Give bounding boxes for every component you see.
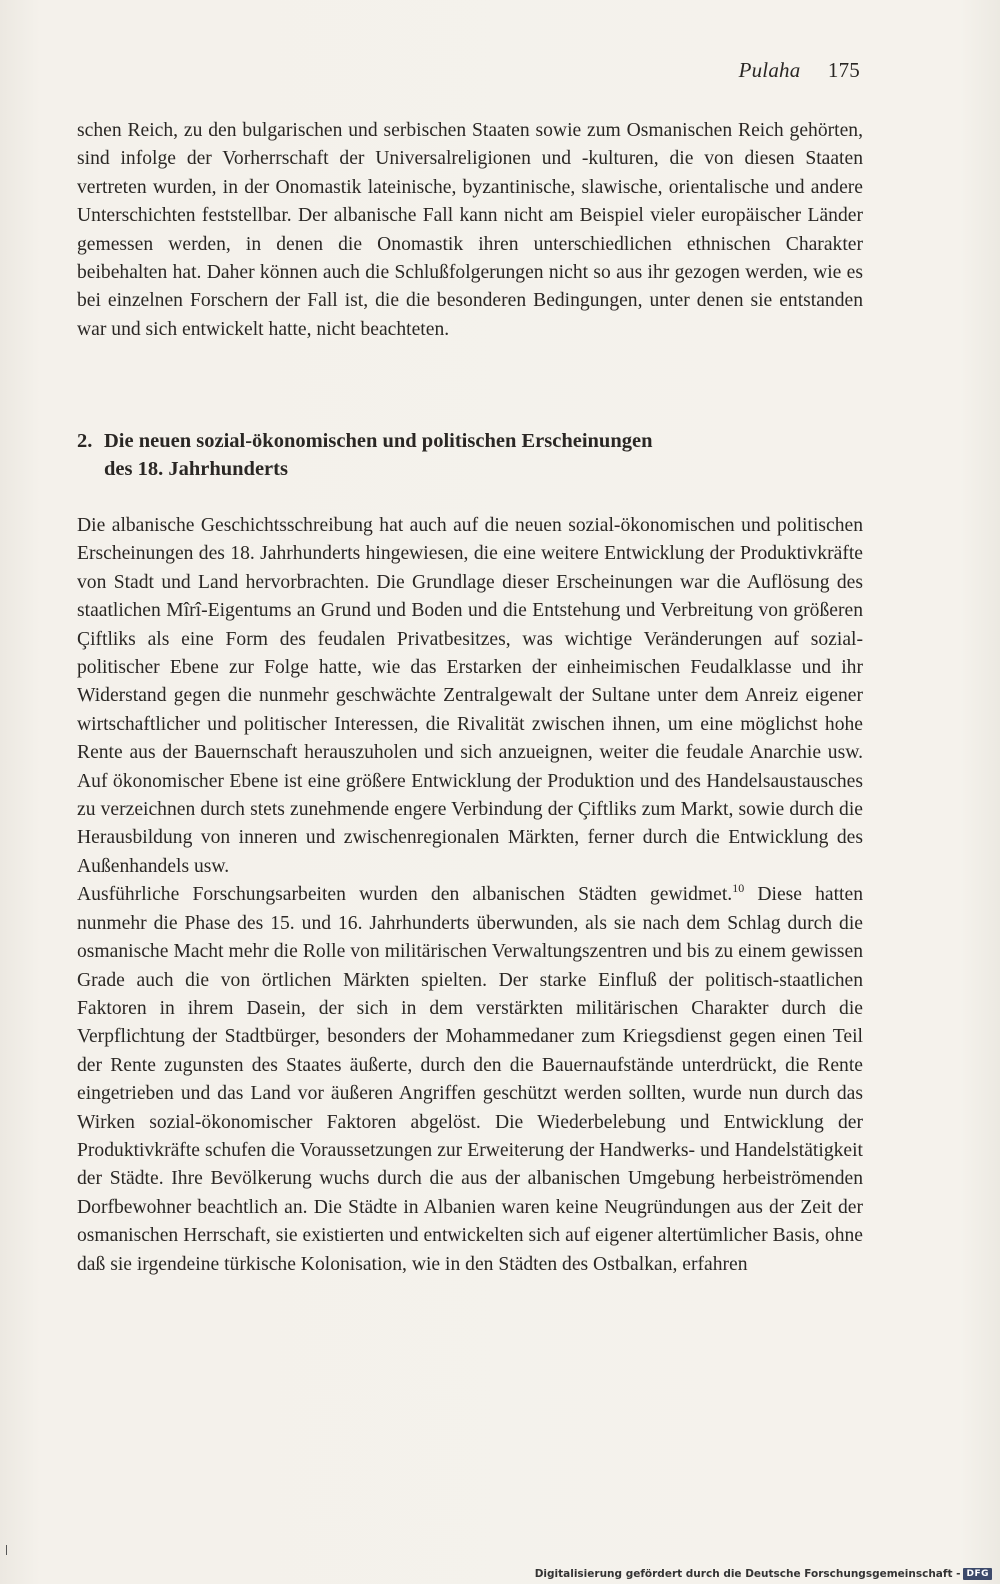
section-title-line-2: des 18. Jahrhunderts <box>104 458 288 480</box>
digitization-credit <box>535 1568 992 1580</box>
paragraph-cities-rest: Diese hatten nunmehr die Phase des 15. und 16. Jahrhunderts überwunden, als sie nach dem Schlag durch die osmanische Macht mehr die Rolle von militärischen Verwaltungszentren und bis zu einem gewissen Grade auch die von örtlichen Märkten spielten. Der starke Einfluß der politisch-staatlichen Faktoren in ihrem Dasein, der sich in dem verstärkten militärischen Charakter durch die Verpflichtung der Stadtbürger, besonders der Mohammedaner zum Kriegsdienst gegen einen Teil der Rente zugunsten des Staates äußerte, durch den die Bauernaufstände unterdrückt, die Rente eingetrieben und das Land vor äußeren Angriffen geschützt werden sollten, wurde nun durch das Wirken sozial-ökonomischer Faktoren abgelöst. Die Wiederbelebung und Entwicklung der Produktivkräfte schufen die Voraussetzungen zur Erweiterung der Handwerks- und Handelstätigkeit der Städte. Ihre Bevölkerung wuchs durch die aus der albanischen Umgebung herbeiströmenden Dorfbewohner beachtlich an. Die Städte in Albanien waren keine Neugründungen aus der Zeit der osmanischen Herrschaft, sie existierten und entwickelten sich auf eigener altertümlicher Basis, ohne daß sie irgendeine türkische Kolonisation, wie in den Städten des Ostbalkan, erfahren <box>77 884 863 1275</box>
section-heading <box>77 427 877 483</box>
credit-text: Digitalisierung gefördert durch die Deutsche Forschungsgemeinschaft - <box>534 1568 961 1580</box>
section-title-line-1: Die neuen sozial-ökonomischen und politischen Erscheinungen <box>104 430 653 452</box>
running-head-author: Pulaha <box>738 58 801 82</box>
dfg-logo: DFG <box>963 1568 992 1580</box>
footnote-reference[interactable]: 10 <box>732 881 745 896</box>
paragraph-cities-start: Ausführliche Forschungsarbeiten wurden den albanischen Städten gewidmet. <box>77 884 733 906</box>
page-number: 175 <box>827 58 860 82</box>
body-text-section-2 <box>77 512 863 1279</box>
scan-edge-mark <box>6 1545 7 1555</box>
paragraph-onomastics: schen Reich, zu den bulgarischen und serbischen Staaten sowie zum Osmanischen Reich gehörten, sind infolge der Vorherrschaft der Universalreligionen und -kulturen, die von diesen Staaten vertreten wurden, in der Onomastik lateinische, byzantinische, slawische, orientalische und andere Unterschichten feststellbar. Der albanische Fall kann nicht am Beispiel vieler europäischer Länder gemessen werden, in denen die Onomastik ihren unterschiedlichen ethnischen Charakter beibehalten hat. Daher können auch die Schlußfolgerungen nicht so aus ihr gezogen werden, wie es bei einzelnen Forschern der Fall ist, die die besonderen Bedingungen, unter denen sie entstanden war und sich entwickelt hatte, nicht beachteten. <box>77 120 863 340</box>
running-head <box>739 58 860 83</box>
paragraph-socioeconomic: Die albanische Geschichtsschreibung hat auch auf die neuen sozial-ökonomischen und politischen Erscheinungen des 18. Jahrhunderts hingewiesen, die eine weitere Entwicklung der Produktivkräfte von Stadt und Land hervorbrachten. Die Grundlage dieser Erscheinungen war die Auflösung des staatlichen Mîrî-Eigentums an Grund und Boden und die Entstehung und Verbreitung von größeren Çiftliks als eine Form des feudalen Privatbesitzes, was wichtige Veränderungen auf sozial-politischer Ebene zur Folge hatte, wie das Erstarken der einheimischen Feudalklasse und ihr Widerstand gegen die nunmehr geschwächte Zentralgewalt der Sultane unter dem Anreiz eigener wirtschaftlicher und politischer Interessen, die Rivalität zwischen ihnen, um eine möglichst hohe Rente aus der Bauernschaft herauszuholen und sich anzueignen, weiter die feudale Anarchie usw. Auf ökonomischer Ebene ist eine größere Entwicklung der Produktion und des Handelsaustausches zu verzeichnen durch stets zunehmende engere Verbindung der Çiftliks zum Markt, sowie durch die Herausbildung von inneren und zwischenregionalen Märkten, ferner durch die Entwicklung des Außenhandels usw. <box>77 515 863 877</box>
paragraph-cities <box>77 881 863 1279</box>
section-number: 2. <box>77 430 93 452</box>
